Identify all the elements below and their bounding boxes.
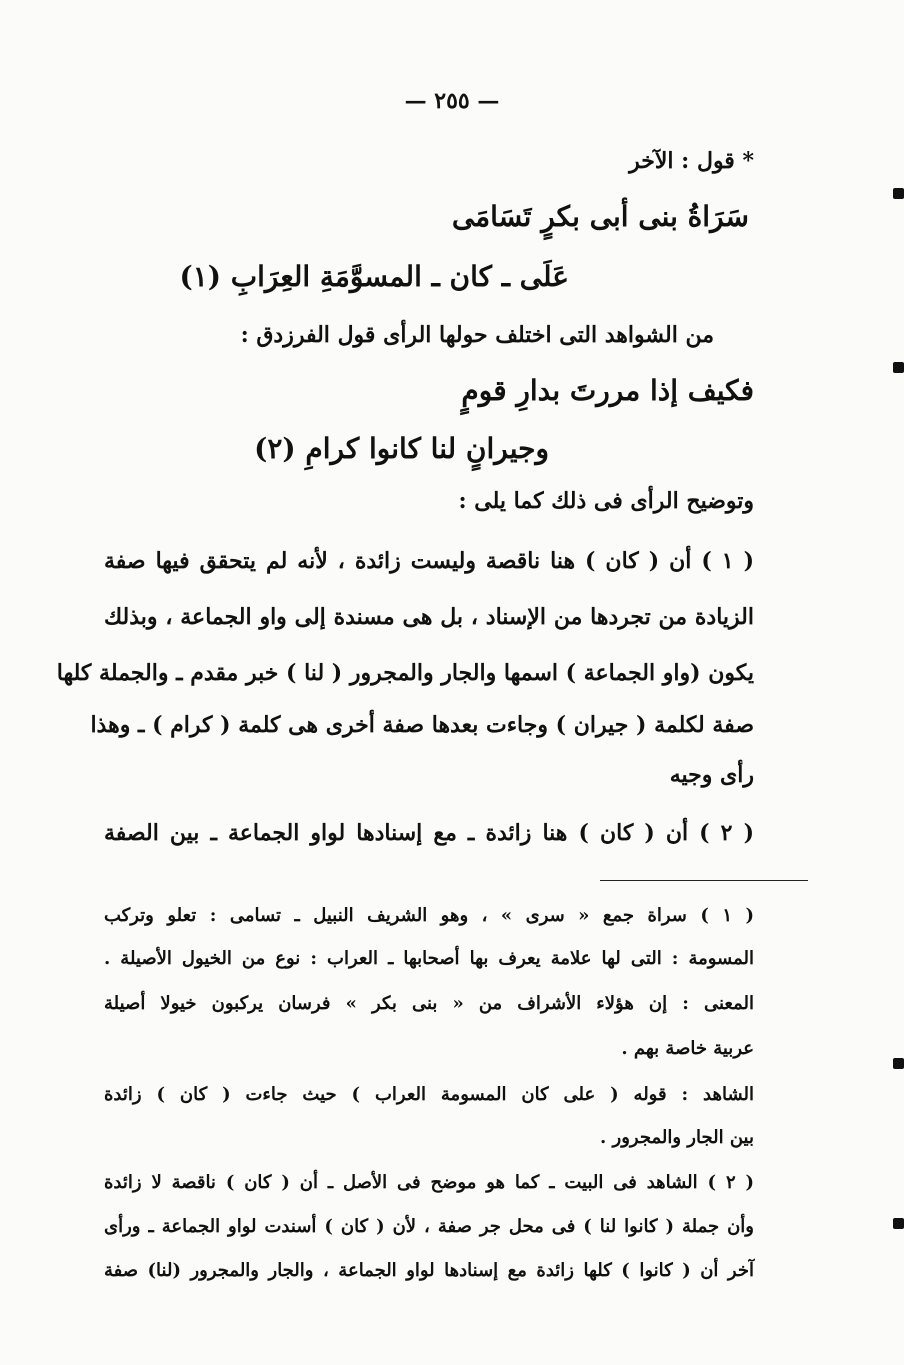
- margin-mark: [893, 1058, 904, 1069]
- clarification-line: وتوضيح الرأى فى ذلك كما يلى :: [458, 488, 754, 514]
- point1-line: صفة لكلمة ( جيران ) وجاءت بعدها صفة أخرى هى كلمة ( كرام ) ـ وهذا: [90, 712, 754, 738]
- footnote-line: ( ٢ ) الشاهد فى البيت ـ كما هو موضح فى الأصل ـ أن ( كان ) ناقصة لا زائدة: [104, 1172, 754, 1193]
- margin-mark: [893, 1218, 904, 1229]
- point1-line: ( ١ ) أن ( كان ) هنا ناقصة وليست زائدة ، لأنه لم يتحقق فيها صفة: [104, 548, 754, 574]
- point1-line: يكون (واو الجماعة ) اسمها والجار والمجرور ( لنا ) خبر مقدم ـ والجملة كلها: [56, 660, 754, 686]
- footnote-line: المعنى : إن هؤلاء الأشراف من « بنى بكر » فرسان يركبون خيولا أصيلة: [104, 993, 754, 1014]
- margin-mark: [893, 362, 904, 373]
- verse2-second-hemistich: وجيرانٍ لنا كانوا كرامِ (٢): [254, 432, 549, 465]
- page-number: — ٢٥٥ —: [404, 88, 500, 114]
- point1-line: الزيادة من تجردها من الإسناد ، بل هى مسندة إلى واو الجماعة ، وبذلك: [104, 604, 754, 630]
- point1-line: رأى وجيه: [669, 762, 754, 788]
- footnote-line: وأن جملة ( كانوا لنا ) فى محل جر صفة ، لأن ( كان ) أسندت لواو الجماعة ـ ورأى: [104, 1216, 754, 1237]
- heading: * قول : الآخر: [629, 148, 754, 174]
- margin-mark: [893, 188, 904, 199]
- footnote-line: بين الجار والمجرور .: [599, 1127, 754, 1148]
- intro-line: من الشواهد التى اختلف حولها الرأى قول الفرزدق :: [240, 322, 714, 348]
- verse2-first-hemistich: فكيف إذا مررتَ بدارِ قومٍ: [461, 374, 754, 407]
- footnote-line: آخر أن ( كانوا ) كلها زائدة مع إسنادها لواو الجماعة ، والجار والمجرور (لنا) صفة: [104, 1260, 754, 1281]
- verse1-second-hemistich: عَلَى ـ كان ـ المسوَّمَةِ العِرَابِ (١): [179, 260, 569, 293]
- footnote-line: عربية خاصة بهم .: [621, 1038, 754, 1059]
- footnote-line: ( ١ ) سراة جمع « سرى » ، وهو الشريف النبيل ـ تسامى : تعلو وتركب: [104, 905, 754, 926]
- point2-line: ( ٢ ) أن ( كان ) هنا زائدة ـ مع إسنادها لواو الجماعة ـ بين الصفة: [104, 820, 754, 846]
- footnote-divider: [600, 880, 808, 881]
- footnote-line: الشاهد : قوله ( على كان المسومة العراب ) حيث جاءت ( كان ) زائدة: [104, 1084, 754, 1105]
- footnote-line: المسومة : التى لها علامة يعرف بها أصحابها ـ العراب : نوع من الخيول الأصيلة .: [104, 948, 754, 969]
- verse1-first-hemistich: سَرَاةُ بنى أبى بكرٍ تَسَامَى: [451, 200, 749, 233]
